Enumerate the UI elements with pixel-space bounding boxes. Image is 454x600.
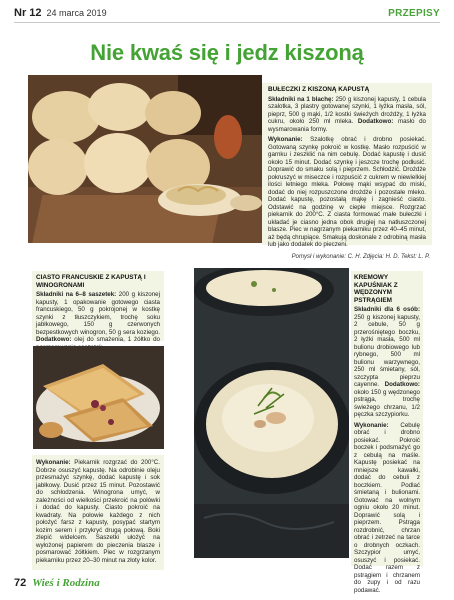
ingredients-label: Składniki dla 6 osób: bbox=[354, 306, 420, 314]
extra-label: Dodatkowo: bbox=[353, 118, 394, 126]
magazine-name: Wieś i Rodzina bbox=[32, 577, 100, 589]
recipe-kapusniak-title: KREMOWY KAPUŚNIAK Z WĘDZONYM PSTRĄGIEM bbox=[354, 274, 398, 304]
ingredients-label: Składniki na 6–8 saszetek: bbox=[36, 291, 117, 299]
issue-date: 24 marca 2019 bbox=[46, 8, 107, 18]
photo-credit: Pomysł i wykonanie: C. H. Zdjęcia: H. D. Tekst: L. P. bbox=[291, 254, 430, 260]
method-text: Cebulę obrać i drobno posiekać. Pokroić boczek i podsmażyć go z cebulą na maśle. Kapustę posiekać na mniejsze kawałki, dodać do cebuli z boczkiem. Podlać śmietaną i bulionami. Gotować na wolnym ogniu około 20 minut. Doprawić solą i pieprzem. Pstrąga rozdrobnić, chrzan obrać i zetrzeć na tarce o drobnych oczkach. Szczypior umyć, osuszyć i posiekać. Dodać razem z pstrągiem i chrzanem do zupy i od razu podawać. bbox=[354, 421, 420, 594]
recipe-ciasto-ingredients bbox=[36, 291, 160, 351]
page-title: Nie kwaś się i jedz kiszoną bbox=[90, 40, 364, 65]
extra-text: masło do wysmarowania formy. bbox=[268, 118, 426, 133]
photo-cabbage-rolls-drawing bbox=[28, 75, 262, 243]
photo-cabbage-soup bbox=[194, 268, 349, 558]
recipe-ciasto-title: CIASTO FRANCUSKIE Z KAPUSTĄ I WINOGRONAMI bbox=[36, 274, 146, 289]
photo-cabbage-rolls bbox=[28, 75, 262, 243]
ingredients-label: Składniki na 1 blachę: bbox=[268, 95, 334, 103]
recipe-buleczki-ingredients bbox=[268, 96, 426, 134]
recipe-kapusniak-method bbox=[354, 422, 420, 595]
photo-cabbage-soup-drawing bbox=[194, 268, 349, 558]
ingredients-text: 200 g kiszonej kapusty, 1 opakowanie gotowego ciasta francuskiego, 50 g pokrojonej w kostkę szynki z tłuszczykiem, trochę soku jabłkowego, 150 g czerwonych bezpestkowych winogron, 50 g sera koziego. bbox=[36, 291, 161, 336]
method-label: Wykonanie: bbox=[36, 459, 71, 466]
method-label: Wykonanie: bbox=[354, 421, 389, 429]
page-number: 72 bbox=[14, 577, 27, 589]
ingredients-text: 250 g kiszonej kapusty, 2 cebule, 50 g przerośniętego boczku, 2 łyżki masła, 500 ml bulionu drobiowego lub rybnego, 500 ml bulionu warzywnego, 250 ml śmietany, sól, szczypta pieprzu cayenne. bbox=[354, 313, 420, 389]
page-footer bbox=[14, 577, 100, 589]
recipe-ciasto-method-text bbox=[36, 459, 160, 564]
issue-header bbox=[14, 7, 107, 19]
issue-number: Nr 12 bbox=[14, 7, 42, 19]
recipe-buleczki bbox=[262, 83, 432, 249]
recipe-buleczki-title: BUŁECZKI Z KISZONĄ KAPUSTĄ bbox=[268, 86, 370, 93]
extra-label: Dodatkowo: bbox=[36, 336, 72, 344]
header-divider bbox=[14, 22, 440, 23]
extra-label: Dodatkowo: bbox=[379, 381, 420, 389]
extra-text: około 150 g wędzonego pstrąga, trochę świeżego chrzanu, 1/2 pęczka szczypiorku. bbox=[354, 388, 420, 419]
extra-text: olej do smażenia, 1 żółtko do bbox=[74, 336, 160, 344]
recipe-ciasto-method bbox=[32, 455, 164, 570]
method-text: Szalotkę obrać i drobno posiekać. Gotowaną szynkę pokroić w kostkę. Masło rozpuścić w garnku i zeszklić na nim cebulę. Dodać kapustę i dusić około 15 minut. Dodać szynkę i jeszcze trochę podłusić. Doprawić do smaku solą i pieprzem. Schłodzić. Drożdże pokruszyć w miseczce i rozpuścić z cukrem w niewielkiej ilości letniego mleka. Połowę mąki wsypać do miski, dodać do niej rozpuszczone drożdże i pozostałe mleko. Dodać kapustę, pozostałą mąkę i zagnieść ciasto. Odstawić na godzinę w ciepłe miejsce. Rozgrzać piekarnik do 200°C. Z ciasta formować małe bułeczki i układać je ciasno jedna obok drugiej na natłuszczonej blasze. Piec w nagrzanym piekarniku przez 40–45 minut, aż będą chrupiące. Smakują doskonale z odrobiną masła lub jako dodatek do pieczeni. bbox=[268, 136, 426, 249]
method-text: Piekarnik rozgrzać do 200°C. Dobrze osuszyć kapustę. Na odrobinie oleju przesmażyć szynkę, dodać kapustę i sok jabłkowy. Dusić przez 15 minut. Pozostawić do schłodzenia. Winogrona umyć, w zależności od wielkości przekroić na połówki i dodać do kapusty. Ciasto pokroić na kwadraty. Na połowie każdego z nich położyć farsz z kapusty, posypać startym kozim serem i przykryć drugą połową. Boki zlepić widelcem. Saszetki ułożyć na wyłożonej papierem do pieczenia blasze i posmarować żółtkiem. Piec w rozgrzanym piekarniku przez 20–30 minut na złoty kolor. bbox=[36, 459, 160, 564]
photo-puff-pastry-drawing bbox=[33, 346, 164, 449]
section-label: PRZEPISY bbox=[388, 8, 440, 19]
recipe-ciasto-header bbox=[32, 271, 164, 344]
recipe-kapusniak-ingredients bbox=[354, 306, 420, 419]
ingredients-text: 250 g kiszonej kapusty, 1 cebula szalotka, 3 plastry gotowanej szynki, 1 łyżka masła, sól, pieprz, 500 g mąki, 1/2 kostki świeżych drożdży, 1 łyżka cukru, około 250 ml mleka. bbox=[268, 95, 426, 126]
photo-puff-pastry bbox=[33, 346, 164, 449]
method-label: Wykonanie: bbox=[268, 136, 303, 144]
recipe-buleczki-method bbox=[268, 136, 426, 249]
recipe-kapusniak bbox=[351, 271, 423, 594]
